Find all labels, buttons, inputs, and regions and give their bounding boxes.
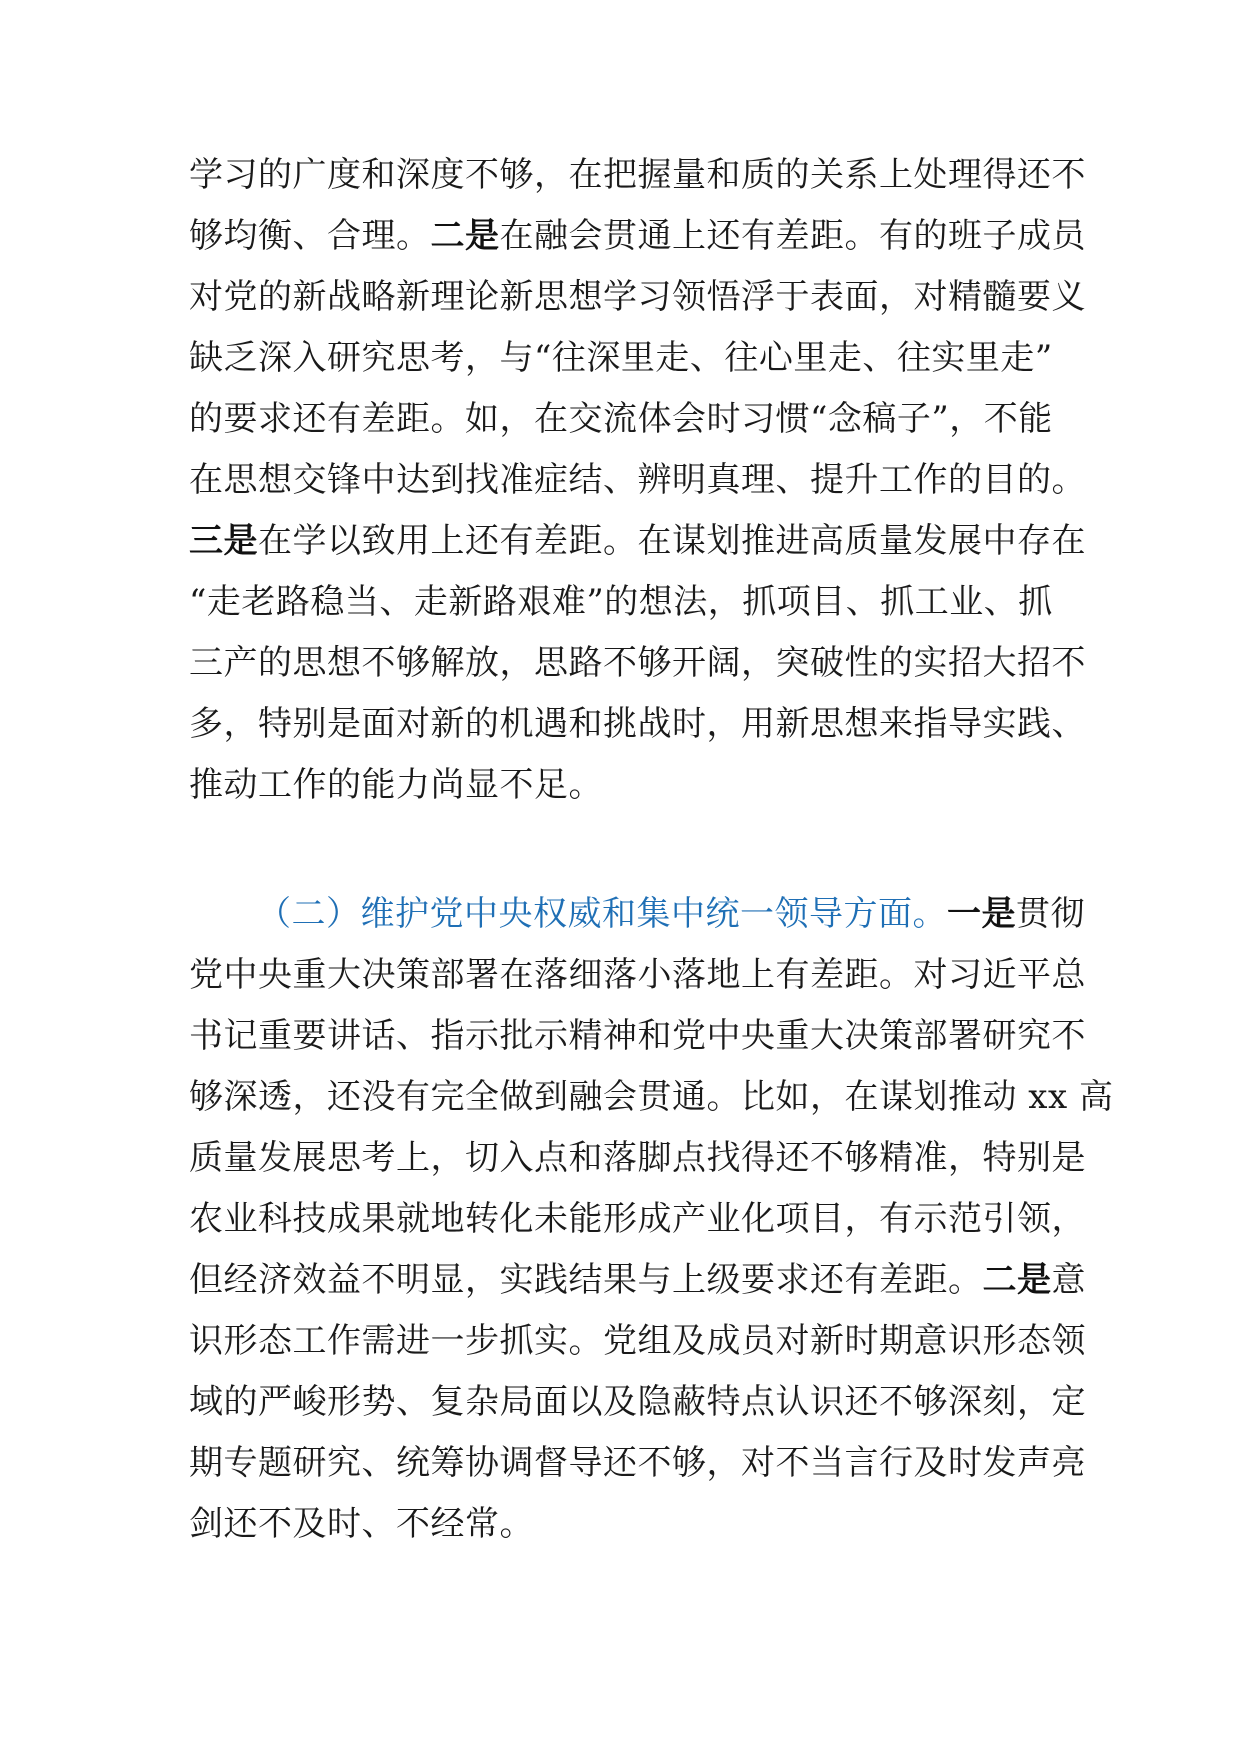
section-heading: （二）维护党中央权威和集中统一领导方面。: [257, 894, 947, 934]
bold-marker: 二是: [982, 1260, 1052, 1300]
text-line: [189, 516, 1086, 566]
text-line: 在思想交锋中达到找准症结、辨明真理、提升工作的目的。: [189, 460, 1086, 500]
text-span: 但经济效益不明显，实践结果与上级要求还有差距。: [189, 1260, 983, 1300]
text-line: 缺乏深入研究思考，与“往深里走、往心里走、往实里走”: [189, 338, 1053, 378]
text-line: 推动工作的能力尚显不足。: [189, 765, 603, 805]
text-line: 质量发展思考上，切入点和落脚点找得还不够精准，特别是: [189, 1138, 1086, 1178]
text-line: [189, 211, 1086, 261]
text-line: 期专题研究、统筹协调督导还不够，对不当言行及时发声亮: [189, 1443, 1086, 1483]
text-line: [189, 889, 1127, 939]
bold-marker: 二是: [430, 216, 500, 256]
text-line: “走老路稳当、走新路艰难”的想法，抓项目、抓工业、抓: [189, 582, 1053, 622]
text-span: 够均衡、合理。: [189, 216, 431, 256]
text-line: 够深透，还没有完全做到融会贯通。比如，在谋划推动 xx 高: [189, 1077, 1114, 1117]
text-span: 意: [1051, 1260, 1086, 1300]
bold-marker: 三是: [189, 521, 258, 561]
bold-marker: 一是: [947, 894, 1016, 934]
text-line: 农业科技成果就地转化未能形成产业化项目，有示范引领，: [189, 1199, 1086, 1239]
text-line: 学习的广度和深度不够，在把握量和质的关系上处理得还不: [189, 155, 1086, 195]
text-span: 贯彻: [1016, 894, 1085, 934]
text-line: 域的严峻形势、复杂局面以及隐蔽特点认识还不够深刻，定: [189, 1382, 1086, 1422]
text-line: 书记重要讲话、指示批示精神和党中央重大决策部署研究不: [189, 1016, 1086, 1056]
text-line: 多，特别是面对新的机遇和挑战时，用新思想来指导实践、: [189, 704, 1086, 744]
text-line: 党中央重大决策部署在落细落小落地上有差距。对习近平总: [189, 955, 1086, 995]
text-line: [189, 1255, 1086, 1305]
text-line: 识形态工作需进一步抓实。党组及成员对新时期意识形态领: [189, 1321, 1086, 1361]
text-span: 在融会贯通上还有差距。有的班子成员: [499, 216, 1086, 256]
text-line: 的要求还有差距。如，在交流体会时习惯“念稿子”，不能: [189, 399, 1053, 439]
text-line: 对党的新战略新理论新思想学习领悟浮于表面，对精髓要义: [189, 277, 1086, 317]
text-line: 剑还不及时、不经常。: [189, 1504, 534, 1544]
text-span: 在学以致用上还有差距。在谋划推进高质量发展中存在: [258, 521, 1086, 561]
text-line: 三产的思想不够解放，思路不够开阔，突破性的实招大招不: [189, 643, 1086, 683]
